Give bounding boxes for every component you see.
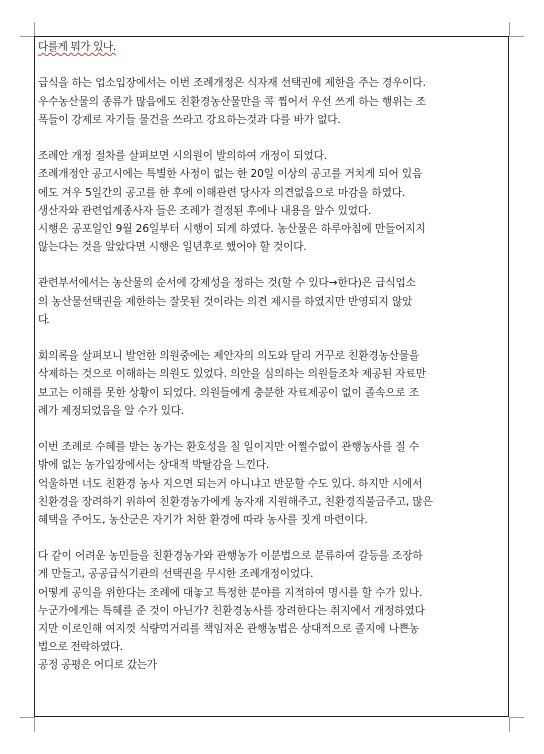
- text-line: 친환경을 장려하기 위하여 친환경농가에게 농자재 지원해주고, 친환경직불금주고, 많은: [38, 495, 433, 508]
- paragraph: [38, 147, 508, 256]
- text-line: 의 농산물선택권을 제한하는 잘못된 것이라는 의견 제시를 하였지만 반영되지 않았: [38, 295, 413, 308]
- text-line: 다.: [38, 313, 48, 326]
- text-line: 관련부서에서는 농산물의 순서에 강제성을 정하는 것(할 수 있다→한다)은 급식업소: [38, 277, 416, 290]
- paragraph-spacer: [38, 329, 508, 347]
- text-line: 보고는 이해를 못한 상황이 되었다. 의원들에게 충분한 자료제공이 없이 졸속으로 조: [38, 386, 419, 399]
- paragraph: [38, 347, 508, 420]
- crop-mark-bottom-right: [509, 717, 524, 732]
- text-line: 급식을 하는 업소입장에서는 이번 조례개정은 식자재 선택권에 제한을 주는 경우이다.: [38, 77, 426, 90]
- document-body[interactable]: [38, 38, 508, 675]
- text-line: 억울하면 너도 친환경 농사 지으면 되는거 아니냐고 반문할 수도 있다. 하지만 시에서: [38, 477, 423, 490]
- paragraph-spacer: [38, 129, 508, 147]
- text-line: 이번 조례로 수혜를 받는 농가는 환호성을 칠 일이지만 어쩔수없이 관행농사를 질 수: [38, 441, 419, 454]
- text-line: 회의록을 살펴보니 발언한 의원중에는 제안자의 의도와 달리 거꾸로 친환경농산물을: [38, 350, 420, 363]
- text-line: 공정 공평은 어디로 갔는가: [38, 659, 157, 672]
- text-line: 다를게 뭐가 있나.: [38, 41, 116, 53]
- text-line: 폭들이 강제로 자기들 물건을 쓰라고 강요하는것과 다를 바가 없다.: [38, 113, 341, 126]
- text-line: 않는다는 것을 알았다면 시행은 일년후로 했어야 할 것이다.: [38, 241, 307, 254]
- crop-mark-top-left: [20, 22, 35, 37]
- text-line: 시행은 공포일인 9월 26일부터 시행이 되게 하였다. 농산물은 하루아침에 만들어지지: [38, 222, 426, 235]
- paragraph: [38, 38, 508, 56]
- text-line: 생산자와 관련업계종사자 들은 조례가 결정된 후에나 내용을 알수 있었다.: [38, 204, 372, 217]
- text-line: 법으로 전락하였다.: [38, 641, 123, 654]
- paragraph: [38, 274, 508, 329]
- text-line: 게 만들고, 공공급식기관의 선택권을 무시한 조례개정이었다.: [38, 568, 314, 581]
- text-line: 례가 제정되었음을 알 수가 있다.: [38, 404, 184, 417]
- text-line: 다 같이 어려운 농민들을 친환경농가와 관행농가 이분법으로 분류하여 갈등을 조장하: [38, 550, 423, 563]
- text-line: 조례개정안 공고시에는 특별한 사정이 없는 한 20일 이상의 공고를 거치게 되어 있음: [38, 168, 423, 181]
- text-line: 지만 이로인해 여지껏 식량먹거리를 책임져온 관행농법은 상대적으로 졸지에 나쁜농: [38, 623, 420, 635]
- text-line: 밖에 없는 농가입장에서는 상대적 박탈감을 느낀다.: [38, 459, 270, 472]
- crop-mark-bottom-left: [20, 717, 35, 732]
- paragraph-spacer: [38, 529, 508, 547]
- text-line: 삭제하는 것으로 이해하는 의원도 있었다. 의안을 심의하는 의원들조차 제공된 자료만: [38, 368, 426, 381]
- text-line: 에도 겨우 5일간의 공고를 한 후에 이해관련 당사자 의견없음으로 마감을 하였다.: [38, 186, 406, 199]
- text-line: 우수농산물의 종류가 많음에도 친환경농산물만을 콕 찝어서 우선 쓰게 하는 행위는 조: [38, 95, 426, 108]
- text-line: 누군가에게는 특혜를 준 것이 아닌가? 친환경농사를 장려한다는 취지에서 개정하였다: [38, 604, 425, 617]
- paragraph: [38, 74, 508, 129]
- text-line: 혜택을 주어도, 농산군은 자기가 처한 환경에 따라 농사를 짓게 마련이다.: [38, 513, 368, 526]
- text-line: 조례안 개정 절차를 살펴보면 시의원이 발의하여 개정이 되었다.: [38, 150, 327, 163]
- paragraph: [38, 438, 508, 529]
- paragraph-spacer: [38, 420, 508, 438]
- paragraph-spacer: [38, 56, 508, 74]
- crop-mark-top-right: [509, 22, 524, 37]
- paragraph: [38, 547, 508, 674]
- paragraph-spacer: [38, 256, 508, 274]
- text-line: 어떻게 공익을 위한다는 조례에 대놓고 특정한 분야를 지적하여 명시를 할 수가 있나.: [38, 586, 423, 599]
